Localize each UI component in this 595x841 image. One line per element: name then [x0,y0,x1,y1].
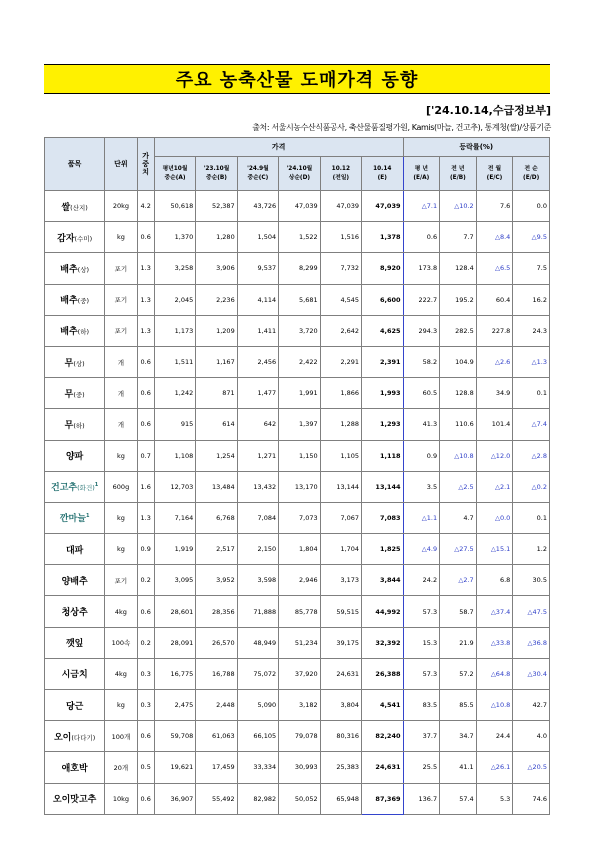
price-cell: 2,291 [320,346,361,377]
rate-cell: △26.1 [476,752,513,783]
price-cell: 12,703 [154,471,195,502]
item-weight: 1.3 [137,253,154,284]
price-cell: 47,039 [362,191,403,222]
rate-cell: 24.3 [513,315,550,346]
item-name: 건고추(화건)$^1$ [45,471,105,502]
price-cell: 2,391 [362,346,403,377]
rate-cell: △10.8 [476,690,513,721]
header-weight: 가 중 치 [137,138,154,191]
price-cell: 1,209 [196,315,237,346]
rate-cell: 222.7 [403,284,440,315]
table-row [45,658,550,689]
rate-cell: 104.9 [440,346,477,377]
price-cell: 1,271 [237,440,278,471]
price-cell: 1,173 [154,315,195,346]
rate-cell: 195.2 [440,284,477,315]
item-name: 무(중) [45,378,105,409]
item-name: 양파 [45,440,105,471]
table-row [45,346,550,377]
rate-cell: △2.1 [476,471,513,502]
item-weight: 0.6 [137,378,154,409]
price-cell: 25,383 [320,752,361,783]
price-cell: 3,720 [279,315,320,346]
source-note: 출처: 서울시농수산식품공사, 축산물품질평가원, Kamis(마늘, 건고추), 통계청(쌀)/상품기준 [252,123,551,132]
rate-cell: △20.5 [513,752,550,783]
price-cell: 5,681 [279,284,320,315]
rate-cell: 3.5 [403,471,440,502]
price-cell: 55,492 [196,783,237,814]
rate-cell: △7.1 [403,191,440,222]
price-cell: 3,952 [196,565,237,596]
rate-cell: 24.2 [403,565,440,596]
item-unit: kg [105,690,137,721]
rate-cell: 85.5 [440,690,477,721]
item-weight: 0.6 [137,222,154,253]
table-row [45,690,550,721]
rate-cell: △2.5 [440,471,477,502]
rate-cell: 25.5 [403,752,440,783]
header-rate-group: 등락률(%) [403,138,549,157]
rate-cell: 15.3 [403,627,440,658]
rate-cell: △0.0 [476,502,513,533]
price-cell: 1,866 [320,378,361,409]
rate-cell: 57.3 [403,658,440,689]
rate-cell: 0.9 [403,440,440,471]
price-cell: 3,173 [320,565,361,596]
item-weight: 0.3 [137,658,154,689]
item-name: 쌀(산지) [45,191,105,222]
price-cell: 52,387 [196,191,237,222]
price-cell: 1,167 [196,346,237,377]
rate-cell: 227.8 [476,315,513,346]
item-name: 무(상) [45,346,105,377]
item-unit: 개 [105,378,137,409]
rate-cell: 1.2 [513,534,550,565]
table-row [45,253,550,284]
price-cell: 1,919 [154,534,195,565]
item-unit: 4kg [105,596,137,627]
item-name: 배추(중) [45,284,105,315]
price-cell: 915 [154,409,195,440]
price-cell: 71,888 [237,596,278,627]
rate-cell: 4.7 [440,502,477,533]
item-weight: 1.3 [137,284,154,315]
price-cell: 19,621 [154,752,195,783]
item-weight: 0.6 [137,721,154,752]
rate-cell: 0.0 [513,191,550,222]
table-row [45,222,550,253]
rate-cell: 5.3 [476,783,513,814]
price-cell: 1,477 [237,378,278,409]
rate-cell: 294.3 [403,315,440,346]
item-unit: 개 [105,346,137,377]
price-cell: 7,083 [362,502,403,533]
rate-cell: 0.6 [403,222,440,253]
price-cell: 79,078 [279,721,320,752]
price-cell: 87,369 [362,783,403,814]
rate-cell: △10.2 [440,191,477,222]
rate-cell: △36.8 [513,627,550,658]
item-unit: 포기 [105,565,137,596]
price-cell: 871 [196,378,237,409]
item-name: 시금치 [45,658,105,689]
rate-cell: 41.3 [403,409,440,440]
rate-cell: 34.7 [440,721,477,752]
table-row [45,502,550,533]
rate-cell: △4.9 [403,534,440,565]
price-cell: 59,515 [320,596,361,627]
item-unit: 100속 [105,627,137,658]
price-cell: 50,618 [154,191,195,222]
item-weight: 0.6 [137,596,154,627]
rate-cell: △27.5 [440,534,477,565]
rate-cell: 110.6 [440,409,477,440]
price-cell: 33,334 [237,752,278,783]
rate-cell: △33.8 [476,627,513,658]
table-row [45,191,550,222]
price-cell: 3,095 [154,565,195,596]
item-name: 애호박 [45,752,105,783]
header-unit: 단위 [105,138,137,191]
header-rate-col: 전 순 (E/D) [513,157,550,191]
rate-cell: 16.2 [513,284,550,315]
item-name: 감자(수미) [45,222,105,253]
price-cell: 3,258 [154,253,195,284]
price-cell: 7,067 [320,502,361,533]
item-unit: 10kg [105,783,137,814]
item-unit: 포기 [105,284,137,315]
item-name: 무(하) [45,409,105,440]
item-unit: kg [105,440,137,471]
rate-cell: 101.4 [476,409,513,440]
price-cell: 44,992 [362,596,403,627]
item-name: 깐마늘$^1$ [45,502,105,533]
price-cell: 7,164 [154,502,195,533]
item-unit: 4kg [105,658,137,689]
price-cell: 1,397 [279,409,320,440]
price-cell: 47,039 [279,191,320,222]
price-cell: 9,537 [237,253,278,284]
item-weight: 4.2 [137,191,154,222]
item-weight: 1.3 [137,315,154,346]
price-cell: 3,804 [320,690,361,721]
header-price-col: 10.12 (전일) [320,157,361,191]
item-weight: 0.9 [137,534,154,565]
price-cell: 6,768 [196,502,237,533]
rate-cell: 58.2 [403,346,440,377]
item-name: 깻잎 [45,627,105,658]
item-name: 배추(하) [45,315,105,346]
price-cell: 2,517 [196,534,237,565]
header-item: 품목 [45,138,105,191]
price-cell: 36,907 [154,783,195,814]
header-price-col: 평년10월 중순(A) [154,157,195,191]
price-cell: 1,991 [279,378,320,409]
item-name: 배추(상) [45,253,105,284]
price-cell: 1,280 [196,222,237,253]
price-cell: 1,293 [362,409,403,440]
price-cell: 1,516 [320,222,361,253]
page-title: 주요 농축산물 도매가격 동향 [44,64,550,94]
price-cell: 39,175 [320,627,361,658]
price-cell: 47,039 [320,191,361,222]
price-cell: 48,949 [237,627,278,658]
rate-cell: 6.8 [476,565,513,596]
rate-cell: 21.9 [440,627,477,658]
price-cell: 50,052 [279,783,320,814]
price-cell: 1,511 [154,346,195,377]
price-cell: 8,299 [279,253,320,284]
table-row [45,752,550,783]
rate-cell: △64.8 [476,658,513,689]
table-row [45,409,550,440]
rate-cell: 7.5 [513,253,550,284]
rate-cell: 136.7 [403,783,440,814]
price-cell: 1,150 [279,440,320,471]
item-unit: kg [105,534,137,565]
price-cell: 28,356 [196,596,237,627]
table-row [45,783,550,814]
rate-cell: 83.5 [403,690,440,721]
price-cell: 4,545 [320,284,361,315]
rate-cell: 0.1 [513,502,550,533]
item-name: 대파 [45,534,105,565]
price-cell: 8,920 [362,253,403,284]
price-cell: 3,598 [237,565,278,596]
rate-cell: △1.1 [403,502,440,533]
price-cell: 37,920 [279,658,320,689]
price-cell: 26,388 [362,658,403,689]
dateline: ['24.10.14,수급정보부] [425,104,551,117]
item-name: 당근 [45,690,105,721]
rate-cell: 60.4 [476,284,513,315]
rate-cell: △2.6 [476,346,513,377]
table-row [45,534,550,565]
price-cell: 13,144 [320,471,361,502]
price-cell: 1,504 [237,222,278,253]
rate-cell: 128.8 [440,378,477,409]
price-cell: 16,788 [196,658,237,689]
rate-cell: 173.8 [403,253,440,284]
price-cell: 66,105 [237,721,278,752]
price-cell: 614 [196,409,237,440]
rate-cell: 30.5 [513,565,550,596]
price-cell: 1,993 [362,378,403,409]
rate-cell: △2.8 [513,440,550,471]
price-cell: 6,600 [362,284,403,315]
price-cell: 13,432 [237,471,278,502]
rate-cell: 7.6 [476,191,513,222]
rate-cell: △9.5 [513,222,550,253]
price-cell: 43,726 [237,191,278,222]
rate-cell: △6.5 [476,253,513,284]
price-cell: 59,708 [154,721,195,752]
table-row [45,565,550,596]
rate-cell: 37.7 [403,721,440,752]
price-cell: 51,234 [279,627,320,658]
price-cell: 7,732 [320,253,361,284]
item-unit: 포기 [105,315,137,346]
rate-cell: 42.7 [513,690,550,721]
price-cell: 26,570 [196,627,237,658]
price-cell: 1,108 [154,440,195,471]
price-table [44,137,550,815]
rate-cell: △12.0 [476,440,513,471]
price-cell: 642 [237,409,278,440]
rate-cell: 41.1 [440,752,477,783]
price-cell: 82,982 [237,783,278,814]
price-cell: 1,242 [154,378,195,409]
table-row [45,471,550,502]
item-name: 오이(다다기) [45,721,105,752]
price-cell: 2,475 [154,690,195,721]
rate-cell: △7.4 [513,409,550,440]
rate-cell: △15.1 [476,534,513,565]
item-weight: 0.2 [137,565,154,596]
rate-cell: △1.3 [513,346,550,377]
price-cell: 75,072 [237,658,278,689]
table-row [45,440,550,471]
price-cell: 7,073 [279,502,320,533]
item-unit: 600g [105,471,137,502]
price-cell: 3,906 [196,253,237,284]
price-cell: 1,704 [320,534,361,565]
rate-cell: 74.6 [513,783,550,814]
item-unit: 20개 [105,752,137,783]
rate-cell: 7.7 [440,222,477,253]
table-row [45,284,550,315]
price-cell: 2,642 [320,315,361,346]
price-cell: 1,825 [362,534,403,565]
price-cell: 2,150 [237,534,278,565]
price-cell: 1,378 [362,222,403,253]
price-cell: 13,170 [279,471,320,502]
rate-cell: △2.7 [440,565,477,596]
rate-cell: △10.8 [440,440,477,471]
price-cell: 1,288 [320,409,361,440]
price-cell: 17,459 [196,752,237,783]
rate-cell: 128.4 [440,253,477,284]
price-cell: 2,045 [154,284,195,315]
price-cell: 1,118 [362,440,403,471]
price-cell: 28,601 [154,596,195,627]
price-cell: 13,484 [196,471,237,502]
item-name: 오이맛고추 [45,783,105,814]
price-cell: 5,090 [237,690,278,721]
item-unit: kg [105,502,137,533]
price-cell: 1,254 [196,440,237,471]
price-cell: 24,631 [362,752,403,783]
price-cell: 1,522 [279,222,320,253]
price-cell: 24,631 [320,658,361,689]
price-cell: 1,370 [154,222,195,253]
rate-cell: 57.2 [440,658,477,689]
price-cell: 4,541 [362,690,403,721]
item-unit: 포기 [105,253,137,284]
item-weight: 0.2 [137,627,154,658]
item-weight: 1.3 [137,502,154,533]
price-cell: 4,114 [237,284,278,315]
price-cell: 80,316 [320,721,361,752]
item-weight: 0.6 [137,409,154,440]
price-cell: 28,091 [154,627,195,658]
rate-cell: △47.5 [513,596,550,627]
price-cell: 2,236 [196,284,237,315]
rate-cell: △8.4 [476,222,513,253]
price-cell: 1,411 [237,315,278,346]
price-cell: 2,422 [279,346,320,377]
item-weight: 0.7 [137,440,154,471]
price-cell: 3,182 [279,690,320,721]
rate-cell: 34.9 [476,378,513,409]
table-row [45,315,550,346]
item-unit: 100개 [105,721,137,752]
price-cell: 2,946 [279,565,320,596]
header-rate-col: 전 월 (E/C) [476,157,513,191]
item-weight: 1.6 [137,471,154,502]
price-cell: 1,804 [279,534,320,565]
price-cell: 3,844 [362,565,403,596]
rate-cell: 57.4 [440,783,477,814]
rate-cell: 4.0 [513,721,550,752]
rate-cell: △0.2 [513,471,550,502]
item-name: 청상추 [45,596,105,627]
price-cell: 65,948 [320,783,361,814]
price-cell: 85,778 [279,596,320,627]
table-row [45,596,550,627]
header-price-group: 가격 [154,138,403,157]
rate-cell: 0.1 [513,378,550,409]
rate-cell: 58.7 [440,596,477,627]
item-unit: kg [105,222,137,253]
header-price-col: '24.10월 상순(D) [279,157,320,191]
header-price-col: '23.10월 중순(B) [196,157,237,191]
item-unit: 개 [105,409,137,440]
item-weight: 0.6 [137,346,154,377]
item-weight: 0.3 [137,690,154,721]
item-unit: 20kg [105,191,137,222]
price-cell: 7,084 [237,502,278,533]
price-cell: 16,775 [154,658,195,689]
price-cell: 2,448 [196,690,237,721]
rate-cell: 282.5 [440,315,477,346]
rate-cell: 60.5 [403,378,440,409]
rate-cell: △37.4 [476,596,513,627]
header-rate-col: 전 년 (E/B) [440,157,477,191]
price-cell: 32,392 [362,627,403,658]
rate-cell: △30.4 [513,658,550,689]
price-cell: 1,105 [320,440,361,471]
header-price-col: 10.14 (E) [362,157,403,191]
price-cell: 2,456 [237,346,278,377]
price-cell: 13,144 [362,471,403,502]
item-name: 양배추 [45,565,105,596]
header-rate-col: 평 년 (E/A) [403,157,440,191]
table-row [45,721,550,752]
price-cell: 82,240 [362,721,403,752]
item-weight: 0.6 [137,783,154,814]
price-cell: 4,625 [362,315,403,346]
item-weight: 0.5 [137,752,154,783]
rate-cell: 24.4 [476,721,513,752]
rate-cell: 57.3 [403,596,440,627]
table-row [45,627,550,658]
header-price-col: '24.9월 중순(C) [237,157,278,191]
price-cell: 30,993 [279,752,320,783]
price-cell: 61,063 [196,721,237,752]
table-row [45,378,550,409]
